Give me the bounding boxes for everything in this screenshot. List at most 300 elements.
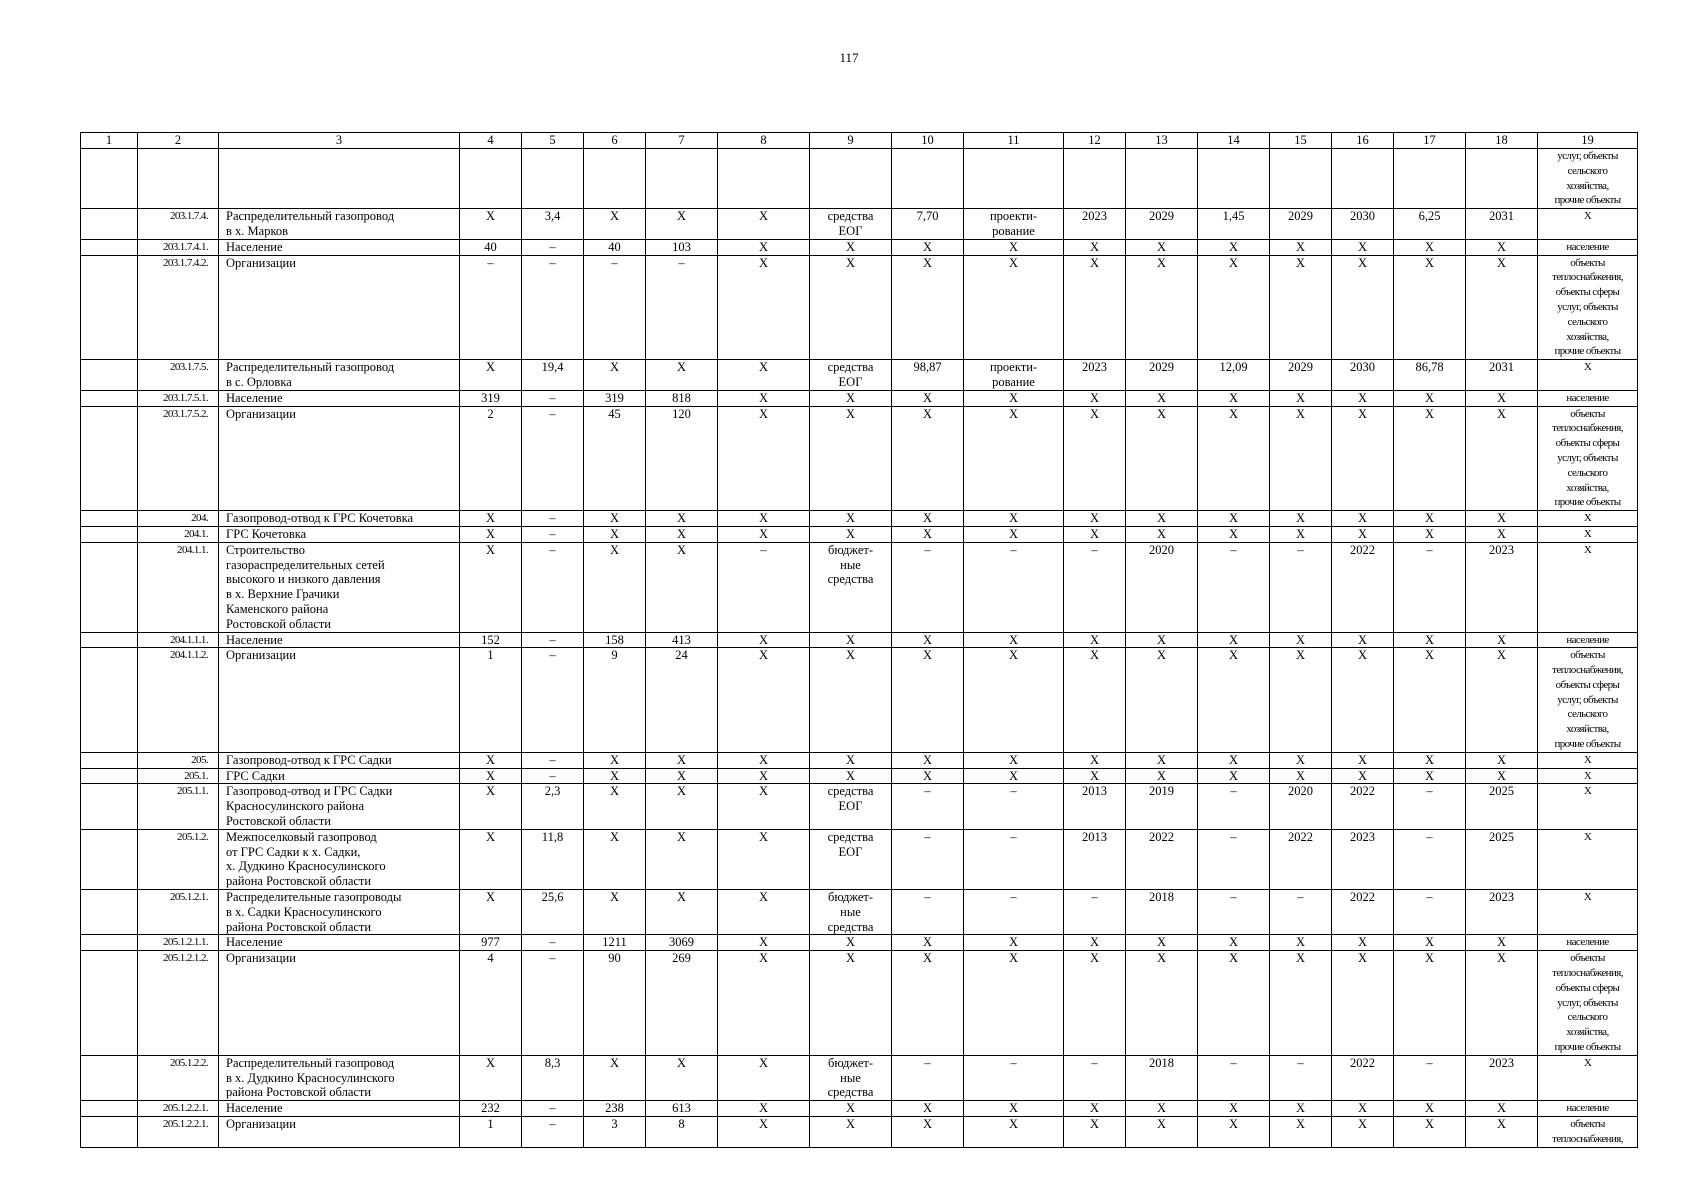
table-cell: Х <box>1126 406 1198 511</box>
table-cell <box>138 149 219 209</box>
table-cell: Х <box>1064 648 1126 753</box>
table-row <box>81 1101 1638 1117</box>
table-cell: – <box>892 890 964 935</box>
table-cell: Х <box>718 1117 810 1148</box>
table-cell: Х <box>964 648 1064 753</box>
table-cell: 204. <box>138 511 219 527</box>
table-cell: Население <box>219 632 460 648</box>
table-cell: Х <box>646 784 718 829</box>
table-cell: Х <box>718 360 810 391</box>
table-cell: 2022 <box>1332 542 1394 632</box>
table-cell: – <box>646 255 718 360</box>
table-cell: Х <box>1270 406 1332 511</box>
table-cell: Х <box>1270 752 1332 768</box>
table-cell <box>81 935 138 951</box>
table-cell: 90 <box>584 951 646 1056</box>
table-cell: 12,09 <box>1198 360 1270 391</box>
table-cell: Х <box>718 890 810 935</box>
table-cell: Х <box>964 752 1064 768</box>
table-cell: Организации <box>219 255 460 360</box>
table-cell: Х <box>718 951 810 1056</box>
table-cell: Х <box>646 1055 718 1100</box>
table-cell: – <box>892 829 964 889</box>
table-cell: – <box>1394 829 1466 889</box>
table-cell: 1 <box>460 1117 522 1148</box>
table-cell: Х <box>1064 390 1126 406</box>
column-header: 12 <box>1064 133 1126 149</box>
table-cell <box>81 768 138 784</box>
table-cell: 2 <box>460 406 522 511</box>
table-cell: Население <box>219 239 460 255</box>
table-row <box>81 1117 1638 1148</box>
table-cell: – <box>1064 542 1126 632</box>
column-header: 8 <box>718 133 810 149</box>
table-cell: 205.1.2.1. <box>138 890 219 935</box>
table-cell: Х <box>1394 752 1466 768</box>
table-cell: 8,3 <box>522 1055 584 1100</box>
table-cell: 203.1.7.4. <box>138 209 219 240</box>
table-cell: население <box>1538 239 1638 255</box>
table-cell: население <box>1538 1101 1638 1117</box>
table-cell: Х <box>1126 768 1198 784</box>
table-row <box>81 255 1638 360</box>
table-cell <box>646 149 718 209</box>
table-cell: Х <box>646 768 718 784</box>
table-cell: Х <box>892 935 964 951</box>
table-cell: Х <box>1538 526 1638 542</box>
table-cell: 9 <box>584 648 646 753</box>
table-cell: Х <box>1332 632 1394 648</box>
table-cell: Население <box>219 390 460 406</box>
table-cell: – <box>718 542 810 632</box>
table-cell: Х <box>1270 239 1332 255</box>
column-header: 11 <box>964 133 1064 149</box>
table-cell: ГРС Садки <box>219 768 460 784</box>
table-cell: 413 <box>646 632 718 648</box>
table-cell: Х <box>810 1117 892 1148</box>
table-cell: – <box>1394 784 1466 829</box>
table-cell: объекты теплоснабжения, объекты сферы услуг, объекты сельского хозяйства, прочие объекты <box>1538 648 1638 753</box>
table-cell: – <box>1198 829 1270 889</box>
table-cell <box>81 784 138 829</box>
table-cell: бюджет- ные средства <box>810 1055 892 1100</box>
table-row <box>81 209 1638 240</box>
table-cell: Х <box>646 360 718 391</box>
table-cell <box>81 1101 138 1117</box>
table-cell: Х <box>718 406 810 511</box>
table-cell: 204.1.1.2. <box>138 648 219 753</box>
table-cell: 2023 <box>1332 829 1394 889</box>
table-cell: Х <box>1270 935 1332 951</box>
table-cell: Х <box>584 1055 646 1100</box>
table-cell: Х <box>584 890 646 935</box>
table-cell: 2025 <box>1466 784 1538 829</box>
table-cell: Х <box>1064 1117 1126 1148</box>
table-cell: Х <box>1198 1101 1270 1117</box>
table-cell: – <box>522 1101 584 1117</box>
table-cell: Х <box>1064 951 1126 1056</box>
table-cell: Х <box>460 784 522 829</box>
table-cell: Х <box>1394 526 1466 542</box>
table-cell <box>522 149 584 209</box>
table-cell: 2023 <box>1064 209 1126 240</box>
table-cell: объекты теплоснабжения, объекты сферы услуг, объекты сельского хозяйства, прочие объекты <box>1538 255 1638 360</box>
table-cell: Межпоселковый газопровод от ГРС Садки к х. Садки, х. Дудкино Красносулинского района Ростовской области <box>219 829 460 889</box>
table-cell <box>81 1055 138 1100</box>
table-cell: Х <box>1198 951 1270 1056</box>
table-cell: Газопровод-отвод к ГРС Кочетовка <box>219 511 460 527</box>
table-cell: 2031 <box>1466 209 1538 240</box>
table-cell: Х <box>460 209 522 240</box>
table-cell: средства ЕОГ <box>810 784 892 829</box>
table-cell: 2029 <box>1126 360 1198 391</box>
table-cell: – <box>522 935 584 951</box>
column-header: 14 <box>1198 133 1270 149</box>
table-cell: Х <box>1126 951 1198 1056</box>
table-cell <box>81 648 138 753</box>
table-cell: 103 <box>646 239 718 255</box>
table-cell: 3,4 <box>522 209 584 240</box>
table-cell <box>81 890 138 935</box>
table-cell: Х <box>1064 752 1126 768</box>
table-cell: Х <box>964 768 1064 784</box>
table-cell: Х <box>1466 648 1538 753</box>
table-cell: Х <box>1466 632 1538 648</box>
table-cell: Х <box>810 390 892 406</box>
table-cell: Х <box>1394 390 1466 406</box>
table-cell: Х <box>1198 752 1270 768</box>
table-cell: 7,70 <box>892 209 964 240</box>
table-cell: Х <box>1332 390 1394 406</box>
table-row <box>81 542 1638 632</box>
table-cell: 204.1.1. <box>138 542 219 632</box>
table-cell: Х <box>1064 511 1126 527</box>
table-cell: 1,45 <box>1198 209 1270 240</box>
table-cell: Газопровод-отвод к ГРС Садки <box>219 752 460 768</box>
table-cell: Х <box>584 768 646 784</box>
table-cell: 319 <box>460 390 522 406</box>
table-cell: 40 <box>584 239 646 255</box>
table-cell: Х <box>1466 511 1538 527</box>
table-cell: Х <box>1466 255 1538 360</box>
table-row <box>81 752 1638 768</box>
table-cell: 2019 <box>1126 784 1198 829</box>
table-cell: Распределительный газопровод в с. Орловка <box>219 360 460 391</box>
table-cell: Х <box>646 829 718 889</box>
table-cell: Х <box>718 526 810 542</box>
table-cell: 232 <box>460 1101 522 1117</box>
table-cell: Х <box>460 890 522 935</box>
table-cell: – <box>522 390 584 406</box>
table-cell: Х <box>718 829 810 889</box>
table-cell <box>964 149 1064 209</box>
table-cell: Х <box>810 951 892 1056</box>
table-cell: Строительство газораспределительных сетей высокого и низкого давления в х. Верхние Грачики Каменского района Ростовской области <box>219 542 460 632</box>
table-cell <box>81 752 138 768</box>
table-cell: – <box>892 542 964 632</box>
table-cell: 205. <box>138 752 219 768</box>
table-cell: 203.1.7.5. <box>138 360 219 391</box>
table-cell: – <box>522 542 584 632</box>
table-cell: услуг, объекты сельского хозяйства, прочие объекты <box>1538 149 1638 209</box>
table-cell: Х <box>1466 390 1538 406</box>
table-row <box>81 935 1638 951</box>
table-cell: Х <box>892 1101 964 1117</box>
table-cell: – <box>1394 542 1466 632</box>
column-header: 3 <box>219 133 460 149</box>
table-cell: Х <box>1270 648 1332 753</box>
table-cell: Х <box>1466 526 1538 542</box>
table-cell: Х <box>810 511 892 527</box>
table-cell: Х <box>1198 935 1270 951</box>
table-cell: Х <box>1126 632 1198 648</box>
table-cell: Население <box>219 935 460 951</box>
table-cell: 2031 <box>1466 360 1538 391</box>
table-cell: 2029 <box>1270 360 1332 391</box>
table-cell <box>1394 149 1466 209</box>
column-header: 7 <box>646 133 718 149</box>
table-cell: Х <box>460 752 522 768</box>
table-row <box>81 784 1638 829</box>
table-cell: Организации <box>219 406 460 511</box>
table-cell: – <box>522 768 584 784</box>
table-cell: Х <box>718 632 810 648</box>
table-cell: 86,78 <box>1394 360 1466 391</box>
table-cell: Х <box>584 360 646 391</box>
table-cell: 98,87 <box>892 360 964 391</box>
table-cell: – <box>964 542 1064 632</box>
table-cell: Х <box>1126 648 1198 753</box>
table-cell: Х <box>718 239 810 255</box>
table-cell: Х <box>1126 1101 1198 1117</box>
table-cell: 19,4 <box>522 360 584 391</box>
table-cell: Х <box>1466 752 1538 768</box>
column-header: 16 <box>1332 133 1394 149</box>
table-cell: 2022 <box>1126 829 1198 889</box>
table-cell: 203.1.7.5.1. <box>138 390 219 406</box>
table-cell: – <box>584 255 646 360</box>
table-cell: Х <box>1064 406 1126 511</box>
table-cell: Х <box>1466 1117 1538 1148</box>
table-row <box>81 829 1638 889</box>
table-cell: – <box>964 829 1064 889</box>
table-row <box>81 648 1638 753</box>
table-cell: Х <box>1198 390 1270 406</box>
table-cell: – <box>1198 1055 1270 1100</box>
table-cell: 2022 <box>1332 890 1394 935</box>
table-cell: – <box>1270 1055 1332 1100</box>
table-cell <box>219 149 460 209</box>
table-cell: – <box>522 951 584 1056</box>
table-cell: 2025 <box>1466 829 1538 889</box>
table-cell: Х <box>1466 406 1538 511</box>
table-cell: 2023 <box>1466 890 1538 935</box>
table-cell: – <box>522 511 584 527</box>
table-cell <box>584 149 646 209</box>
table-cell: Х <box>1198 648 1270 753</box>
table-cell: Х <box>892 255 964 360</box>
table-cell: Х <box>1538 209 1638 240</box>
table-cell: – <box>522 255 584 360</box>
table-cell: Х <box>1198 511 1270 527</box>
table-cell <box>81 406 138 511</box>
table-row <box>81 360 1638 391</box>
table-cell: Х <box>810 935 892 951</box>
table-cell: Х <box>892 239 964 255</box>
table-cell: 45 <box>584 406 646 511</box>
table-cell: Х <box>964 935 1064 951</box>
table-cell: Х <box>1198 768 1270 784</box>
table-cell: 2,3 <box>522 784 584 829</box>
table-cell: 238 <box>584 1101 646 1117</box>
table-cell: Х <box>964 951 1064 1056</box>
table-cell: Х <box>718 255 810 360</box>
table-cell: Х <box>460 526 522 542</box>
table-cell <box>810 149 892 209</box>
table-cell: 152 <box>460 632 522 648</box>
table-cell: Х <box>964 1101 1064 1117</box>
table-cell: Х <box>1270 1117 1332 1148</box>
table-cell: Х <box>892 511 964 527</box>
table-cell: – <box>964 890 1064 935</box>
table-cell: Х <box>1270 951 1332 1056</box>
table-cell <box>81 255 138 360</box>
table-cell: Х <box>1064 768 1126 784</box>
table-cell: Х <box>584 542 646 632</box>
table-cell: Х <box>646 511 718 527</box>
table-cell: – <box>892 784 964 829</box>
table-cell: Х <box>718 209 810 240</box>
table-cell <box>1126 149 1198 209</box>
table-cell: Х <box>1270 511 1332 527</box>
table-cell: Х <box>1538 890 1638 935</box>
table-cell: 205.1.2.2.1. <box>138 1117 219 1148</box>
table-cell: Х <box>1064 526 1126 542</box>
table-row <box>81 768 1638 784</box>
table-row <box>81 390 1638 406</box>
table-cell: 3069 <box>646 935 718 951</box>
table-cell: Распределительный газопровод в х. Марков <box>219 209 460 240</box>
table-cell: – <box>460 255 522 360</box>
table-cell: 205.1.2.1.1. <box>138 935 219 951</box>
column-header: 2 <box>138 133 219 149</box>
table-cell: – <box>1198 784 1270 829</box>
table-cell <box>81 526 138 542</box>
table-cell: Х <box>460 829 522 889</box>
table-cell: Х <box>1538 511 1638 527</box>
table-cell: 11,8 <box>522 829 584 889</box>
table-cell: Х <box>964 239 1064 255</box>
table-cell: Х <box>892 1117 964 1148</box>
table-cell: объекты теплоснабжения, объекты сферы услуг, объекты сельского хозяйства, прочие объекты <box>1538 951 1638 1056</box>
table-cell: Х <box>1466 239 1538 255</box>
table-cell: Х <box>1538 360 1638 391</box>
table-cell: – <box>522 648 584 753</box>
table-cell: Х <box>964 632 1064 648</box>
table-cell <box>81 360 138 391</box>
table-cell: 2023 <box>1064 360 1126 391</box>
table-cell: Х <box>1538 768 1638 784</box>
table-cell: Х <box>646 890 718 935</box>
table-cell: Х <box>718 648 810 753</box>
table-row <box>81 406 1638 511</box>
table-cell: Х <box>1270 1101 1332 1117</box>
table-cell: Х <box>1394 406 1466 511</box>
table-cell: 2030 <box>1332 209 1394 240</box>
table-cell: Х <box>460 768 522 784</box>
table-cell: Газопровод-отвод и ГРС Садки Красносулинского района Ростовской области <box>219 784 460 829</box>
column-header: 1 <box>81 133 138 149</box>
table-cell: Х <box>718 768 810 784</box>
table-cell <box>81 632 138 648</box>
table-cell: Х <box>1394 239 1466 255</box>
table-cell: Х <box>584 511 646 527</box>
table-cell: – <box>1198 890 1270 935</box>
table-cell: 2018 <box>1126 1055 1198 1100</box>
table-cell: Распределительный газопровод в х. Дудкино Красносулинского района Ростовской области <box>219 1055 460 1100</box>
table-cell: – <box>522 1117 584 1148</box>
table-cell: Х <box>810 1101 892 1117</box>
table-cell: 205.1.2.2. <box>138 1055 219 1100</box>
table-cell: Х <box>1538 784 1638 829</box>
table-cell: Х <box>1064 239 1126 255</box>
table-cell: 40 <box>460 239 522 255</box>
table-cell <box>81 149 138 209</box>
table-cell: – <box>522 406 584 511</box>
table-cell <box>81 542 138 632</box>
table-cell: Х <box>892 951 964 1056</box>
table-cell: Х <box>460 511 522 527</box>
table-cell: Х <box>718 935 810 951</box>
table-cell: – <box>1064 1055 1126 1100</box>
table-cell: Х <box>584 784 646 829</box>
column-header: 5 <box>522 133 584 149</box>
table-cell <box>460 149 522 209</box>
table-cell: Х <box>584 209 646 240</box>
table-cell <box>81 239 138 255</box>
table-cell: 203.1.7.4.2. <box>138 255 219 360</box>
table-cell: 2022 <box>1332 1055 1394 1100</box>
table-cell: Х <box>1332 239 1394 255</box>
table-row <box>81 1055 1638 1100</box>
table-cell: проекти- рование <box>964 209 1064 240</box>
table-cell: Х <box>1198 239 1270 255</box>
table-cell: Х <box>1332 752 1394 768</box>
table-cell <box>1064 149 1126 209</box>
table-cell: Х <box>1466 935 1538 951</box>
table-cell: Х <box>1126 255 1198 360</box>
table-cell: 2023 <box>1466 542 1538 632</box>
table-cell: 24 <box>646 648 718 753</box>
table-cell: Х <box>460 360 522 391</box>
table-cell: Х <box>1332 526 1394 542</box>
column-header: 6 <box>584 133 646 149</box>
table-cell: Х <box>460 542 522 632</box>
table-cell: 158 <box>584 632 646 648</box>
table-cell: – <box>964 1055 1064 1100</box>
table-cell: Х <box>718 1055 810 1100</box>
column-header: 18 <box>1466 133 1538 149</box>
table-cell: Х <box>810 768 892 784</box>
table-cell: Х <box>1332 511 1394 527</box>
column-header: 19 <box>1538 133 1638 149</box>
table-cell: Х <box>1198 1117 1270 1148</box>
table-cell: Х <box>1332 768 1394 784</box>
table-cell: Х <box>646 209 718 240</box>
table-cell: Х <box>810 239 892 255</box>
column-header: 9 <box>810 133 892 149</box>
table-cell: Организации <box>219 951 460 1056</box>
